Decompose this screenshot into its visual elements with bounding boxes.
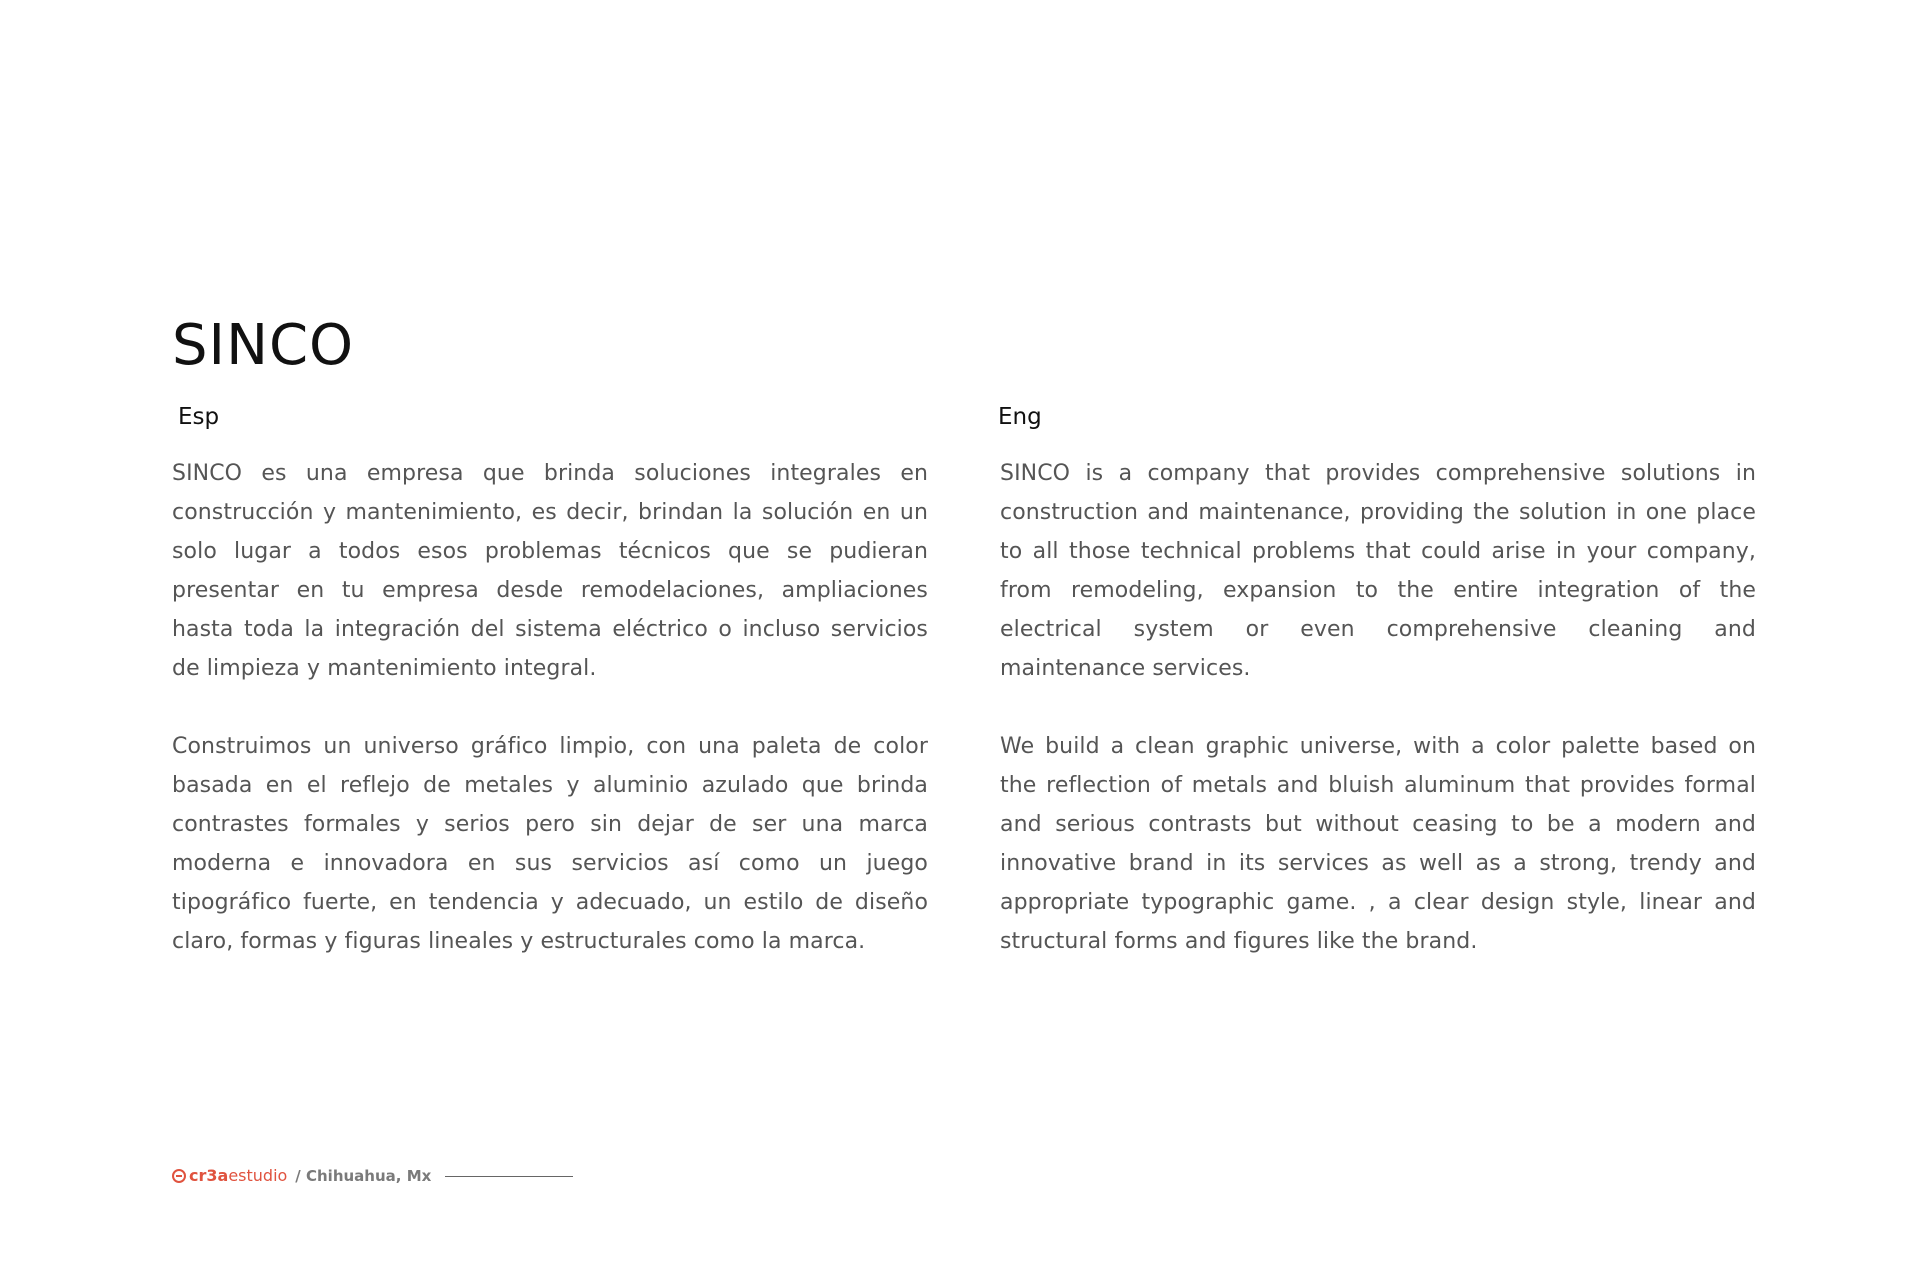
footer-divider-line — [445, 1176, 573, 1177]
language-label-esp: Esp — [178, 404, 220, 430]
footer-location: / Chihuahua, Mx — [295, 1167, 432, 1185]
footer — [172, 1163, 573, 1189]
circle-logo-icon — [172, 1169, 186, 1183]
brand-name-light: estudio — [228, 1166, 288, 1185]
brand-name-bold: cr3a — [189, 1166, 229, 1185]
spanish-column — [172, 402, 928, 961]
eng-paragraph-1: SINCO is a company that provides comprehensive solutions in construction and maintenance, providing the solution in one place to all those technical problems that could arise in your company, from remodeling, expansion to the entire integration of the electrical system or even comprehensive cleaning and maintenance services. — [1000, 461, 1756, 681]
eng-paragraph-2: We build a clean graphic universe, with a color palette based on the reflection of metals and bluish aluminum that provides formal and serious contrasts but without ceasing to be a modern and innovative brand in its services as well as a strong, trendy and appropriate typographic game. , a clear design style, linear and structural forms and figures like the brand. — [1000, 734, 1756, 954]
language-label-eng: Eng — [998, 404, 1042, 430]
esp-paragraph-2: Construimos un universo gráfico limpio, con una paleta de color basada en el reflejo de metales y aluminio azulado que brinda contrastes formales y serios pero sin dejar de ser una marca moderna e innovadora en sus servicios así como un juego tipográfico fuerte, en tendencia y adecuado, un estilo de diseño claro, formas y figuras lineales y estructurales como la marca. — [172, 734, 928, 954]
english-column — [1000, 402, 1756, 961]
page-title: SINCO — [172, 313, 355, 378]
esp-paragraph-1: SINCO es una empresa que brinda soluciones integrales en construcción y mantenimiento, es decir, brindan la solución en un solo lugar a todos esos problemas técnicos que se pudieran presentar en tu empresa desde remodelaciones, ampliaciones hasta toda la integración del sistema eléctrico o incluso servicios de limpieza y mantenimiento integral. — [172, 461, 928, 681]
